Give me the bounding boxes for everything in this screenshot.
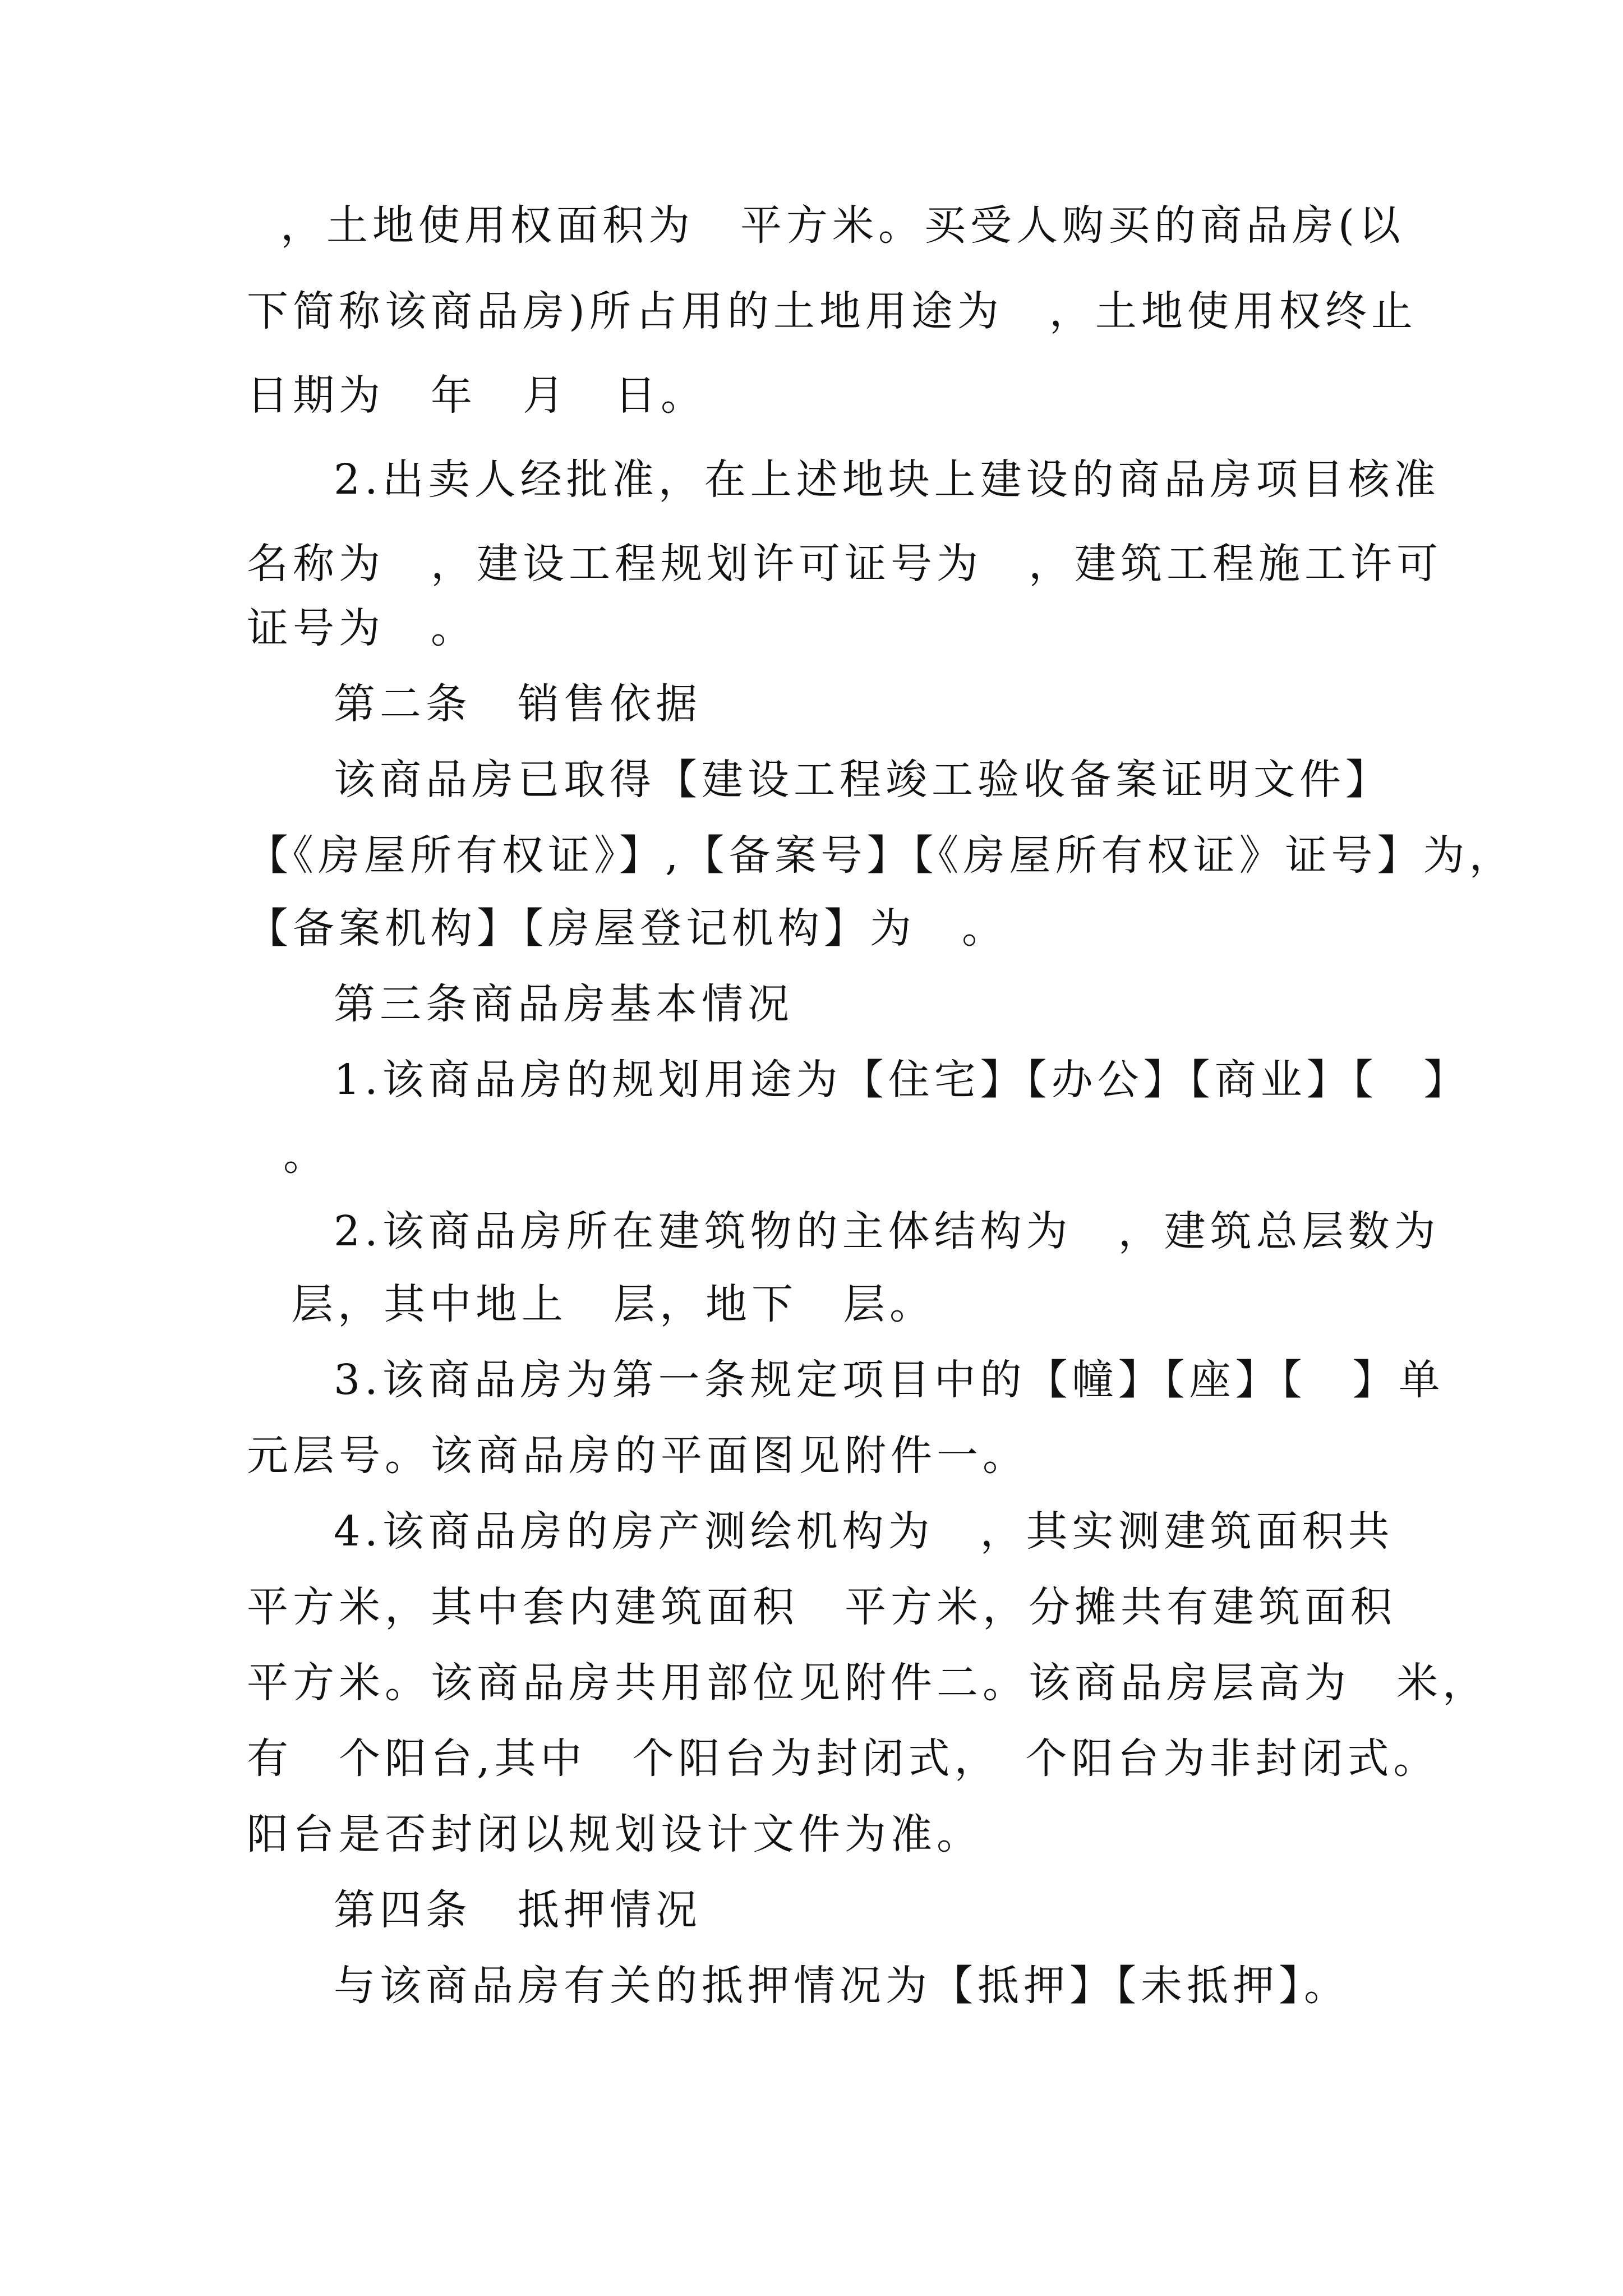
text-line-6: 证号为 。: [247, 604, 477, 652]
text-line-3: 日期为 年 月 日。: [247, 371, 707, 420]
text-line-18: 4.该商品房的房产测绘机构为 ，其实测建筑面积共: [334, 1507, 1394, 1556]
text-line-9: 【《房屋所有权证》】,【备案号】【《房屋所有权证》证号】为，: [247, 831, 1515, 880]
text-line-5: 名称为 ，建设工程规划许可证号为 ，建筑工程施工许可: [247, 540, 1442, 588]
section-heading-4: 第四条 抵押情况: [334, 1886, 702, 1934]
text-line-17: 元层号。该商品房的平面图见附件一。: [247, 1432, 1029, 1480]
section-heading-3: 第三条商品房基本情况: [334, 980, 794, 1028]
text-line-16: 3.该商品房为第一条规定项目中的【幢】【座】【 】单: [334, 1356, 1445, 1404]
text-line-10: 【备案机构】【房屋登记机构】为 。: [247, 904, 1008, 953]
text-line-20: 平方米。该商品房共用部位见附件二。该商品房层高为 米，: [247, 1659, 1488, 1707]
text-line-2: 下简称该商品房)所占用的土地用途为 ，土地使用权终止: [247, 287, 1417, 335]
text-line-14: 2.该商品房所在建筑物的主体结构为 ，建筑总层数为: [334, 1207, 1440, 1255]
text-line-21: 有 个阳台,其中 个阳台为封闭式， 个阳台为非封闭式。: [247, 1734, 1440, 1783]
text-line-22: 阳台是否封闭以规划设计文件为准。: [247, 1810, 983, 1858]
text-line-1: ，土地使用权面积为 平方米。买受人购买的商品房(以: [280, 201, 1405, 250]
text-line-15: 层，其中地上 层，地下 层。: [292, 1280, 935, 1328]
text-line-24: 与该商品房有关的抵押情况为【抵押】【未抵押】。: [334, 1962, 1350, 2010]
text-line-19: 平方米，其中套内建筑面积 平方米，分摊共有建筑面积: [247, 1583, 1396, 1631]
text-line-13: 。: [283, 1131, 329, 1180]
text-line-8: 该商品房已取得【建设工程竣工验收备案证明文件】: [334, 756, 1391, 804]
section-heading-2: 第二条 销售依据: [334, 680, 702, 728]
text-line-4: 2.出卖人经批准，在上述地块上建设的商品房项目核准: [334, 455, 1440, 504]
text-line-12: 1.该商品房的规划用途为【住宅】【办公】【商业】【 】: [334, 1056, 1470, 1104]
